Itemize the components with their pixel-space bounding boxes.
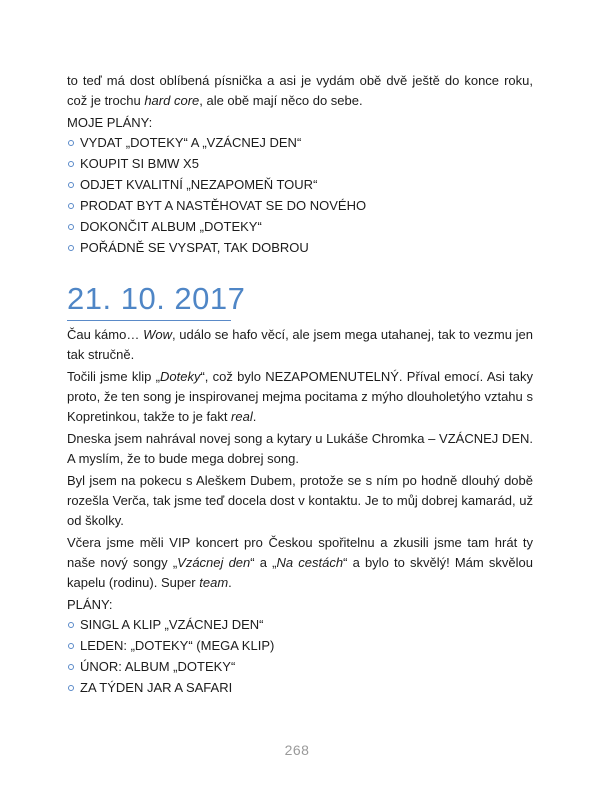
list-item: POŘÁDNĚ SE VYSPAT, TAK DOBROU [67,238,533,258]
list-item: DOKONČIT ALBUM „DOTEKY“ [67,217,533,237]
bullet-icon [68,622,74,628]
list-item: LEDEN: „DOTEKY“ (MEGA KLIP) [67,636,533,656]
bullet-icon [68,664,74,670]
list-item: ZA TÝDEN JAR A SAFARI [67,678,533,698]
list-item: KOUPIT SI BMW X5 [67,154,533,174]
plans-heading: PLÁNY: [67,597,113,612]
plans-list [67,615,533,698]
emphasis: Doteky [159,369,201,384]
bullet-icon [68,685,74,691]
my-plans-heading: MOJE PLÁNY: [67,115,153,130]
entry-paragraph [67,325,533,365]
emphasis: Wow [143,327,172,342]
entry-paragraph [67,367,533,427]
entry-section [67,325,533,699]
entry-paragraph-text: Točili jsme klip „Doteky“, což bylo NEZAPOMENUTELNÝ. Příval emocí. Asi taky proto, že ten song je inspirovanej mejma pocitama z mýho dlouholetýho vztahu s Kopretinkou, takže to je fakt real. [67,369,533,424]
page-number: 268 [284,742,310,758]
list-item: PRODAT BYT A NASTĚHOVAT SE DO NOVÉHO [67,196,533,216]
emphasis: hard core [144,93,200,108]
entry-paragraph-text: Byl jsem na pokecu s Aleškem Dubem, protože se s ním po hodně dlouhý době rozešla Verča, tak jsme teď docela dost v kontaktu. Je to můj dobrej kamarád, už od školky. [67,473,533,528]
my-plans-list [67,133,533,258]
bullet-icon [68,182,74,188]
emphasis: Na cestách [276,555,344,570]
entry-paragraph-text: Včera jsme měli VIP koncert pro Českou spořitelnu a zkusili jsme tam hrát ty naše nový songy „Vzácnej den“ a „Na cestách“ a bylo to skvělý! Mám skvělou kapelu (rodinu). Super team. [67,535,533,590]
date-underline [67,320,231,321]
list-item: ÚNOR: ALBUM „DOTEKY“ [67,657,533,677]
bullet-icon [68,245,74,251]
entry-paragraph [67,429,533,469]
bullet-icon [68,643,74,649]
list-item: SINGL A KLIP „VZÁCNEJ DEN“ [67,615,533,635]
bullet-icon [68,203,74,209]
entry-date-heading: 21. 10. 2017 [67,281,246,316]
entry-paragraph [67,471,533,531]
intro-paragraph: to teď má dost oblíbená písnička a asi je vydám obě dvě ještě do konce roku, což je trochu hard core, ale obě mají něco do sebe. [67,73,533,108]
bullet-icon [68,224,74,230]
list-item: VYDAT „DOTEKY“ A „VZÁCNEJ DEN“ [67,133,533,153]
list-item: ODJET KVALITNÍ „NEZAPOMEŇ TOUR“ [67,175,533,195]
bullet-icon [68,140,74,146]
entry-paragraph [67,533,533,593]
intro-section [67,71,533,259]
entry-paragraph-text: Čau kámo… Wow, událo se hafo věcí, ale jsem mega utahanej, tak to vezmu jen tak stručně. [67,327,533,362]
entry-paragraph-text: Dneska jsem nahrával novej song a kytary u Lukáše Chromka – VZÁCNEJ DEN. A myslím, že to bude mega dobrej song. [67,431,533,466]
emphasis: team [199,575,229,590]
emphasis: Vzácnej den [177,555,251,570]
emphasis: real [231,409,253,424]
bullet-icon [68,161,74,167]
